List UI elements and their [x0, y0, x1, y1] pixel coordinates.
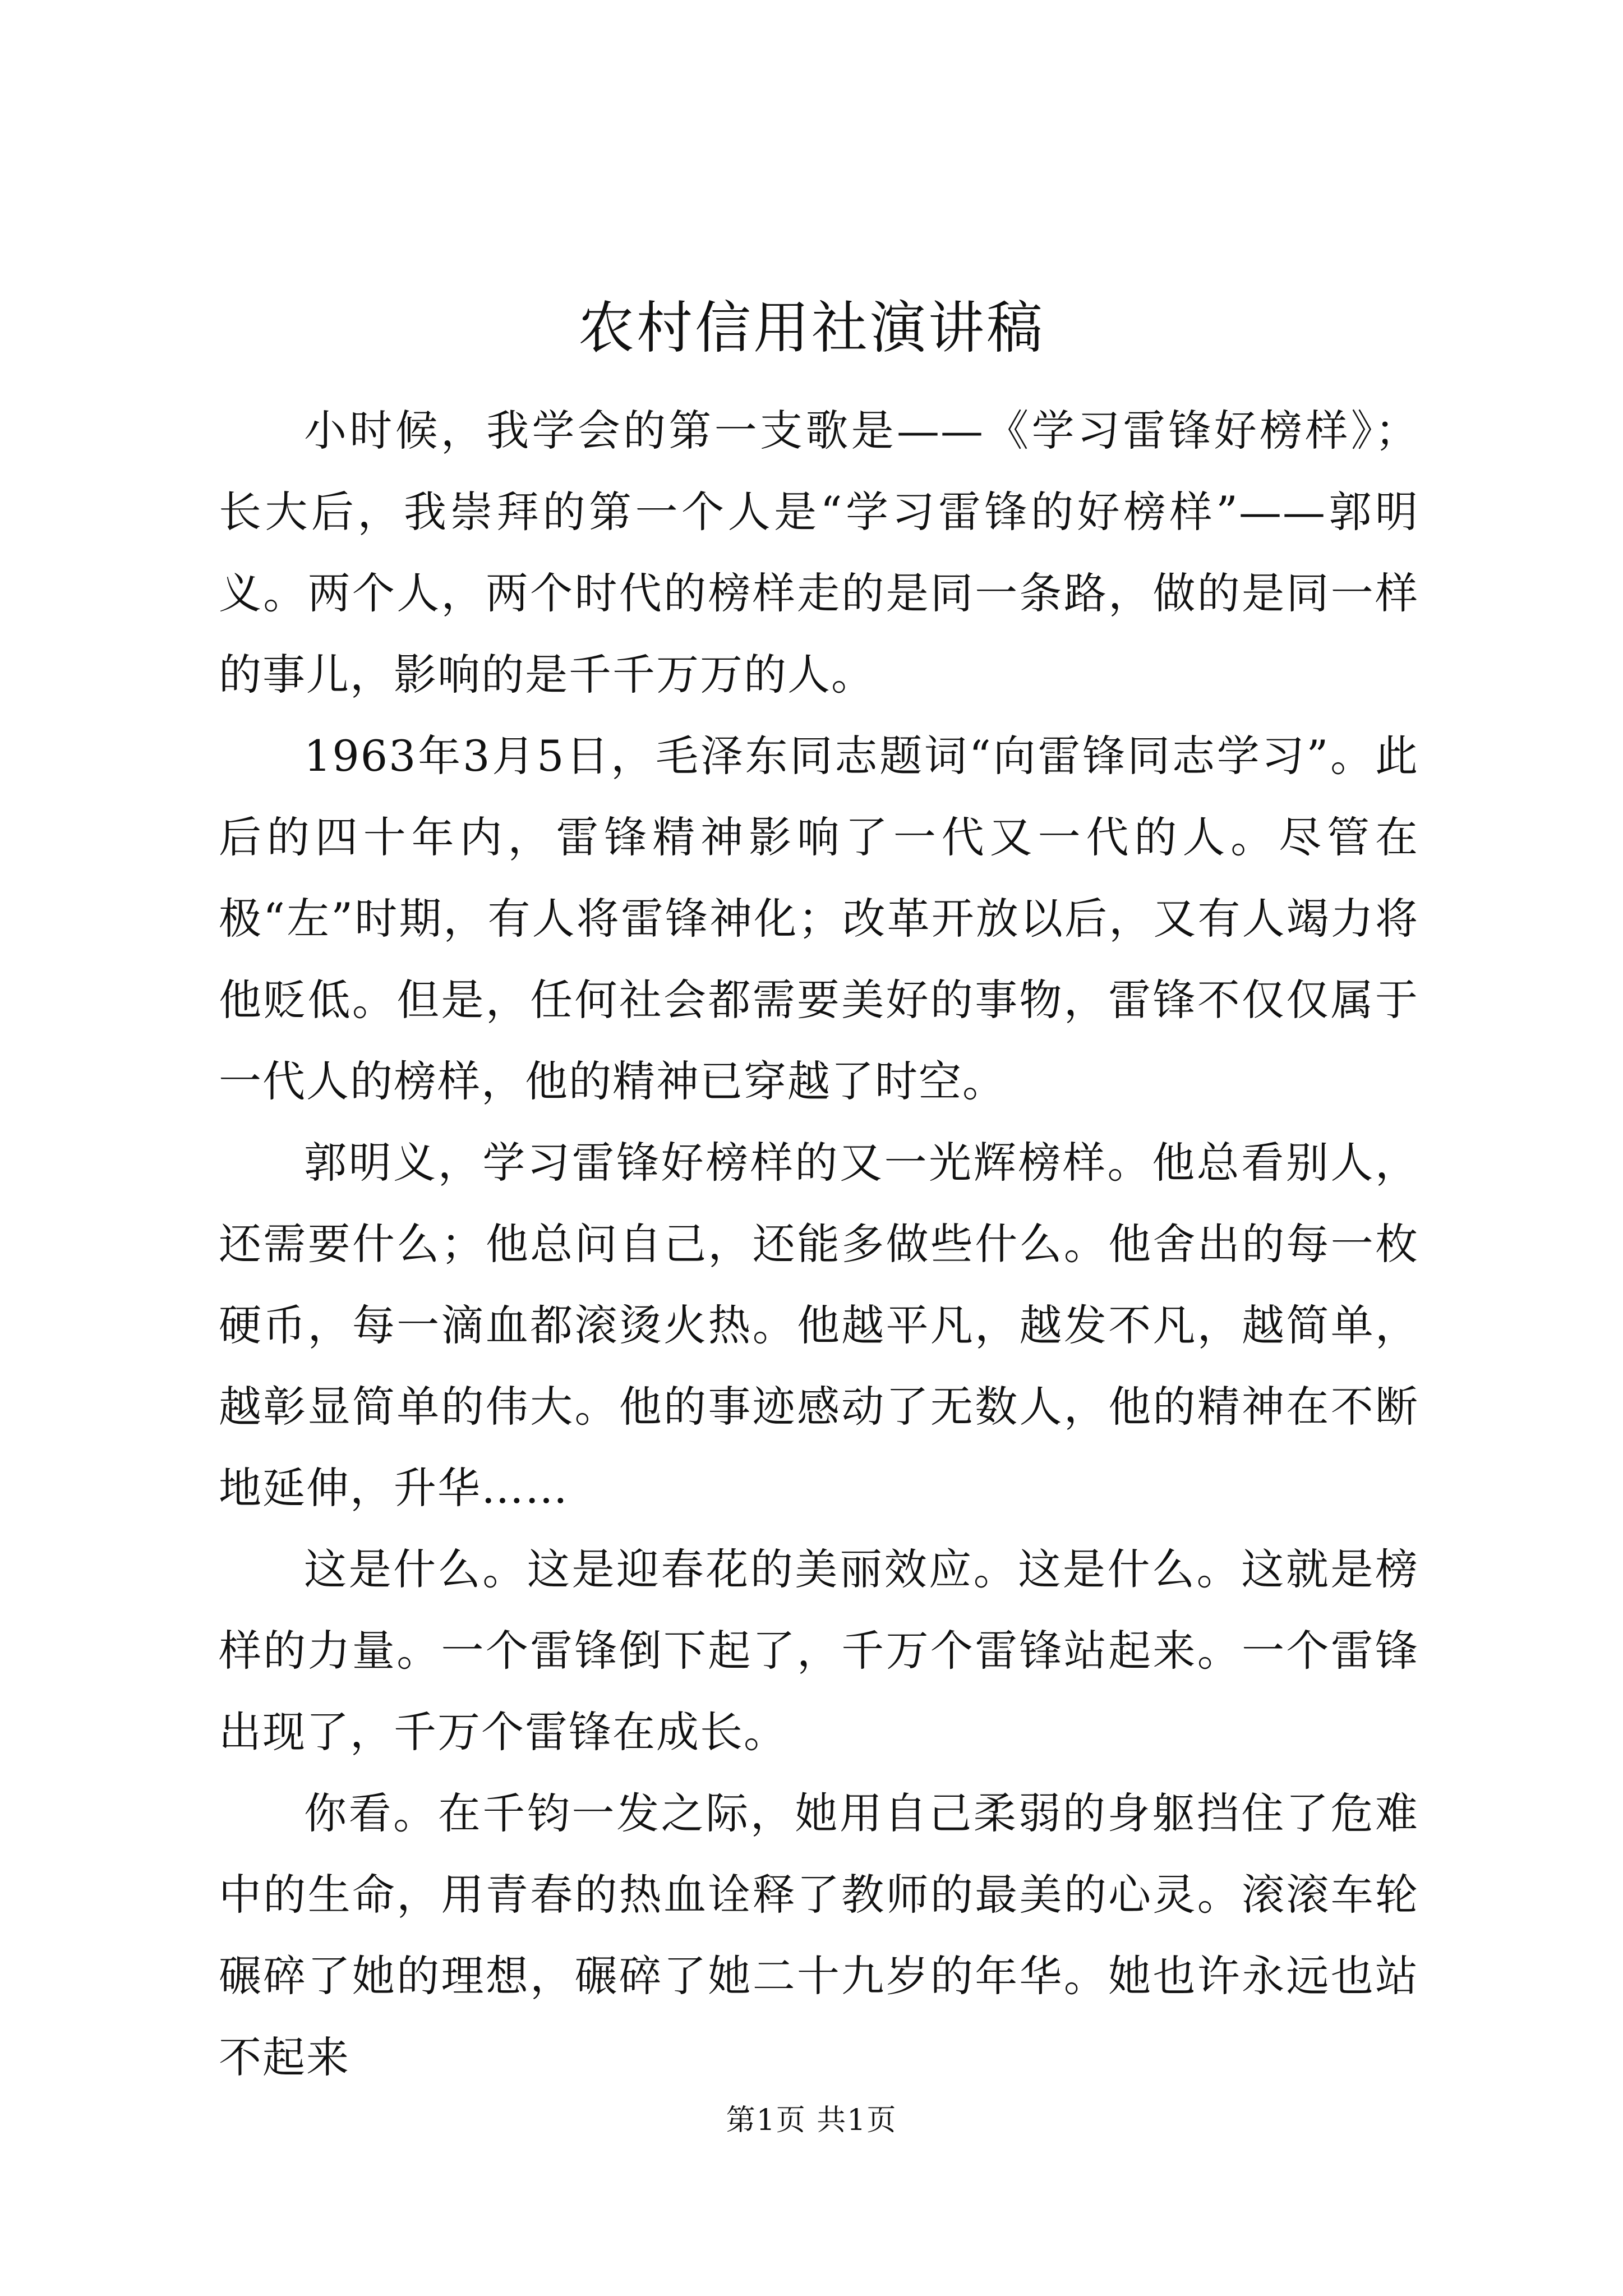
document-title: 农村信用社演讲稿: [578, 295, 1045, 361]
document-body: [219, 390, 1419, 2098]
page-footer: 第1页 共1页: [726, 2104, 897, 2137]
paragraph-5: 你看。在千钧一发之际，她用自己柔弱的身躯挡住了危难中的生命，用青春的热血诠释了教师的最美的心灵。滚滚车轮碾碎了她的理想，碾碎了她二十九岁的年华。她也许永远也站不起来: [219, 1788, 1419, 2082]
paragraph-1: 小时候，我学会的第一支歌是——《学习雷锋好榜样》；长大后，我崇拜的第一个人是“学习雷锋的好榜样”——郭明义。两个人，两个时代的榜样走的是同一条路，做的是同一样的事儿，影响的是千千万万的人。: [219, 406, 1419, 700]
paragraph-2: 1963年3月5日，毛泽东同志题词“向雷锋同志学习”。此后的四十年内，雷锋精神影响了一代又一代的人。尽管在极“左”时期，有人将雷锋神化；改革开放以后，又有人竭力将他贬低。但是，任何社会都需要美好的事物，雷锋不仅仅属于一代人的榜样，他的精神已穿越了时空。: [219, 731, 1419, 1106]
paragraph-4: 这是什么。这是迎春花的美丽效应。这是什么。这就是榜样的力量。一个雷锋倒下起了，千万个雷锋站起来。一个雷锋出现了，千万个雷锋在成长。: [219, 1544, 1419, 1757]
paragraph-3: 郭明义，学习雷锋好榜样的又一光辉榜样。他总看别人，还需要什么；他总问自己，还能多做些什么。他舍出的每一枚硬币，每一滴血都滚烫火热。他越平凡，越发不凡，越简单，越彰显简单的伟大。他的事迹感动了无数人，他的精神在不断地延伸，升华……: [219, 1138, 1419, 1513]
